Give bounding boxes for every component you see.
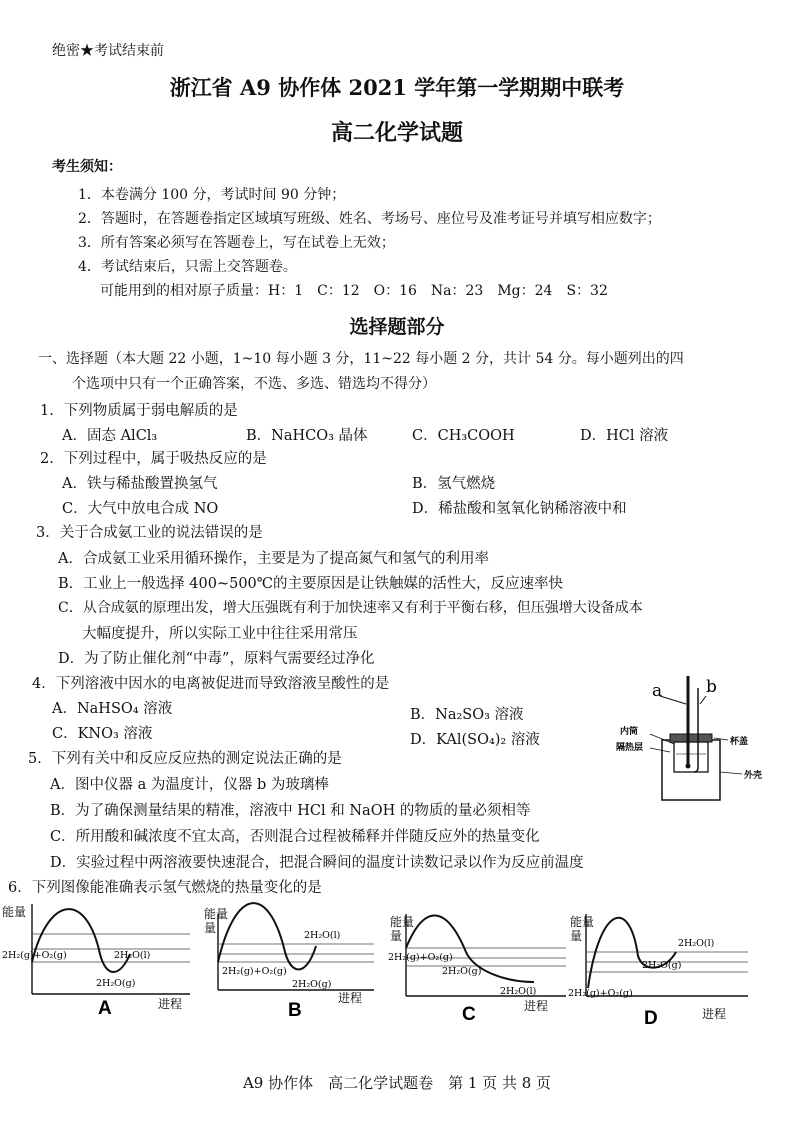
q4-option-b: B．Na₂SO₃ 溶液	[410, 707, 524, 723]
x-axis-label: 进程	[158, 997, 183, 1011]
q2-option-c: C．大气中放电合成 NO	[62, 501, 219, 517]
section-intro-2: 个选项中只有一个正确答案，不选、多选、错选均不得分）	[72, 376, 436, 392]
water-liquid-label: 2H₂O(l)	[500, 986, 537, 997]
q1-option-a: A．固态 AlCl₃	[62, 428, 158, 444]
y-axis-label-2: 量	[570, 929, 583, 943]
q5-option-c: C．所用酸和碱浓度不宜太高，否则混合过程被稀释并伴随反应外的热量变化	[50, 829, 540, 845]
y-axis-label: 能量	[570, 915, 595, 929]
q5-option-b: B．为了确保测量结果的精准，溶液中 HCl 和 NaOH 的物质的量必须相等	[50, 803, 531, 819]
q3-option-c-line1: C．从合成氨的原理出发，增大压强既有利于加快速率又有利于平衡右移，但压强增大设备成本	[58, 600, 643, 616]
q1-option-d: D．HCl 溶液	[580, 428, 669, 444]
water-gas-label: 2H₂O(g)	[642, 960, 682, 971]
q1-option-c: C．CH₃COOH	[412, 428, 515, 444]
q2-stem: 2．下列过程中，属于吸热反应的是	[40, 451, 267, 467]
notice-item-1: 1．本卷满分 100 分，考试时间 90 分钟；	[78, 187, 346, 203]
q6-stem: 6．下列图像能准确表示氢气燃烧的热量变化的是	[8, 880, 322, 896]
y-axis-label: 能量	[204, 907, 229, 921]
water-gas-label: 2H₂O(g)	[442, 966, 482, 977]
notice-heading: 考生须知：	[52, 159, 122, 175]
x-axis-label: 进程	[702, 1007, 727, 1021]
q5-option-a: A．图中仪器 a 为温度计，仪器 b 为玻璃棒	[50, 777, 329, 793]
water-liquid-label: 2H₂O(l)	[678, 938, 715, 949]
energy-graph-b	[196, 896, 386, 1026]
label-shell: 外壳	[744, 771, 763, 781]
q5-option-d: D．实验过程中两溶液要快速混合，把混合瞬间的温度计读数记录以作为反应前温度	[50, 855, 584, 871]
energy-graph-c	[384, 904, 583, 1034]
atomic-masses: 可能用到的相对原子质量：H：1 C：12 O：16 Na：23 Mg：24 S：32	[100, 283, 608, 299]
q3-option-c-line2: 大幅度提升，所以实际工业中往往采用常压	[82, 626, 358, 642]
q2-option-b: B．氢气燃烧	[412, 476, 496, 492]
page-footer: A9 协作体 高二化学试题卷 第 1 页 共 8 页	[242, 1074, 552, 1092]
y-axis-label-2: 量	[204, 921, 217, 935]
reactant-label: 2H₂(g)+O₂(g)	[222, 966, 287, 977]
q1-option-b: B．NaHCO₃ 晶体	[246, 428, 368, 444]
energy-graph-a	[0, 896, 200, 1026]
section-heading: 选择题部分	[349, 316, 445, 338]
notice-item-3: 3．所有答案必须写在答题卷上，写在试卷上无效；	[78, 235, 395, 251]
notice-item-2: 2．答题时，在答题卷指定区域填写班级、姓名、考场号、座位号及准考证号并填写相应数字；	[78, 211, 661, 227]
label-b: b	[706, 677, 717, 697]
q3-stem: 3．关于合成氨工业的说法错误的是	[36, 525, 263, 541]
label-a: a	[652, 681, 663, 701]
x-axis-label: 进程	[338, 991, 363, 1005]
x-axis-label: 进程	[524, 999, 549, 1013]
water-gas-label: 2H₂O(g)	[292, 979, 332, 990]
q2-option-d: D．稀盐酸和氢氧化钠稀溶液中和	[412, 501, 627, 517]
graph-letter-a: A	[98, 998, 112, 1019]
label-insulation: 隔热层	[616, 743, 644, 753]
q3-option-b: B．工业上一般选择 400~500℃的主要原因是让铁触媒的活性大，反应速率快	[58, 576, 563, 592]
exam-title: 浙江省 A9 协作体 2021 学年第一学期期中联考	[169, 75, 625, 100]
label-inner-cylinder: 内筒	[620, 727, 639, 737]
q4-option-c: C．KNO₃ 溶液	[52, 726, 153, 742]
notice-item-4: 4．考试结束后，只需上交答题卷。	[78, 259, 297, 275]
water-gas-label: 2H₂O(g)	[96, 978, 136, 989]
q5-stem: 5．下列有关中和反应反应热的测定说法正确的是	[28, 751, 342, 767]
section-intro-1: 一、选择题（本大题 22 小题，1~10 每小题 3 分，11~22 每小题 2 分，共计 54 分。每小题列出的四	[38, 351, 684, 367]
exam-subtitle: 高二化学试题	[330, 120, 463, 146]
y-axis-label: 能量	[390, 915, 415, 929]
y-axis-label-2: 量	[390, 929, 403, 943]
reactant-label: 2H₂(g)+O₂(g)	[568, 988, 633, 999]
confidential-mark: 绝密★考试结束前	[52, 43, 164, 59]
q3-option-a: A．合成氨工业采用循环操作，主要是为了提高氮气和氢气的利用率	[58, 551, 489, 567]
label-lid: 杯盖	[730, 737, 749, 747]
graph-letter-d: D	[644, 1008, 658, 1029]
q1-stem: 1．下列物质属于弱电解质的是	[40, 403, 238, 419]
graph-letter-b: B	[288, 1000, 302, 1021]
calorimeter-diagram	[610, 662, 770, 802]
q4-option-d: D．KAl(SO₄)₂ 溶液	[410, 732, 540, 748]
graph-letter-c: C	[462, 1004, 476, 1025]
q2-option-a: A．铁与稀盐酸置换氢气	[62, 476, 218, 492]
y-axis-label: 能量	[2, 905, 27, 919]
q4-option-a: A．NaHSO₄ 溶液	[52, 701, 173, 717]
water-liquid-label: 2H₂O(l)	[114, 950, 151, 961]
q3-option-d: D．为了防止催化剂“中毒”，原料气需要经过净化	[58, 651, 375, 667]
water-liquid-label: 2H₂O(l)	[304, 930, 341, 941]
q4-stem: 4．下列溶液中因水的电离被促进而导致溶液呈酸性的是	[32, 676, 390, 692]
reactant-label: 2H₂(g)+O₂(g)	[2, 950, 67, 961]
energy-graph-d	[566, 904, 766, 1034]
reactant-label: 2H₂(g)+O₂(g)	[388, 952, 453, 963]
